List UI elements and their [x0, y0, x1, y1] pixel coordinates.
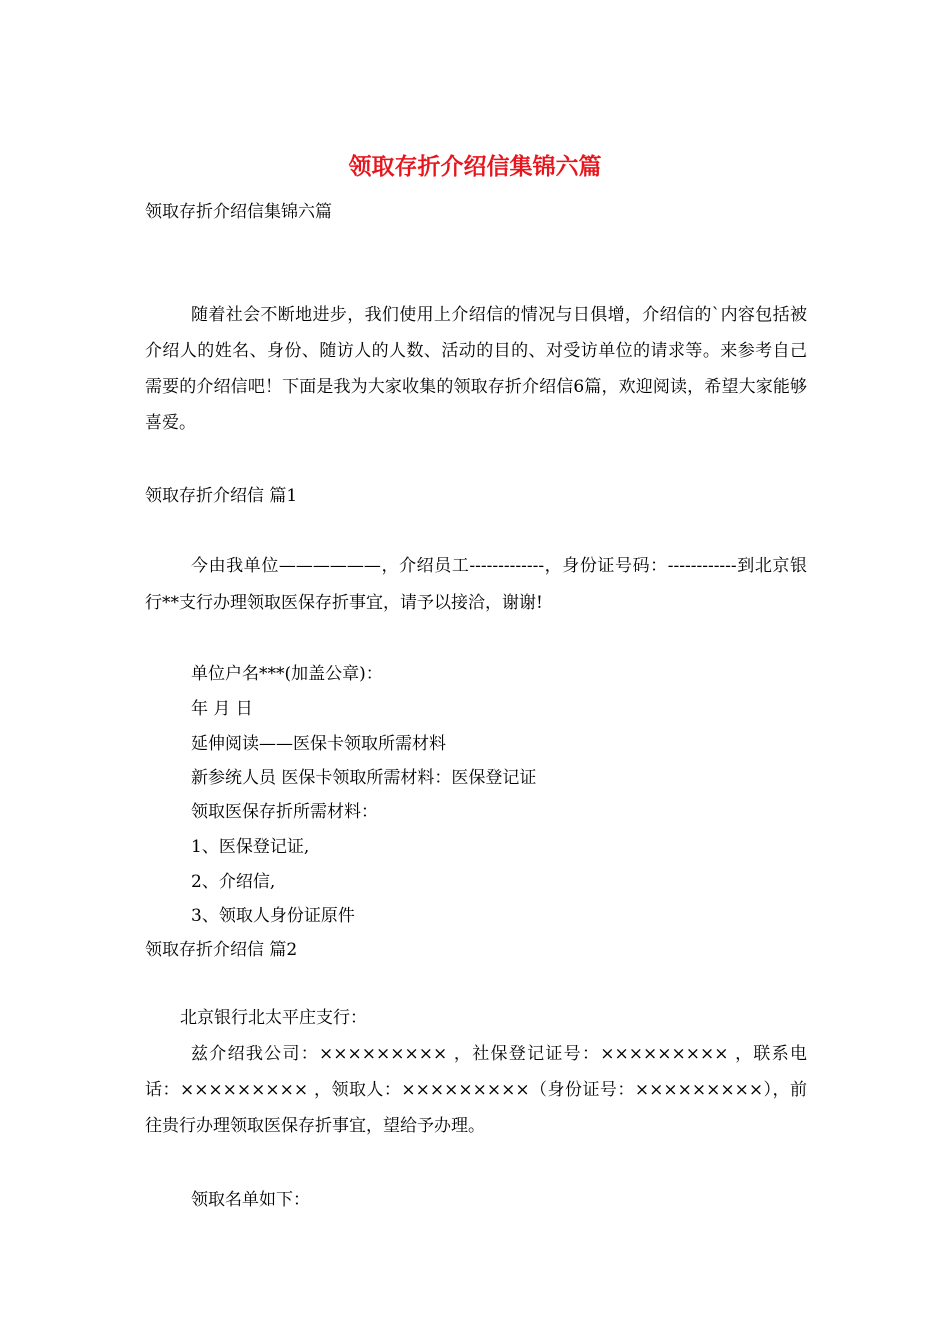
section1-line-4: 新参统人员 医保卡领取所需材料：医保登记证 — [191, 768, 537, 788]
section1-line-2: 年 月 日 — [191, 699, 253, 719]
intro-paragraph: 随着社会不断地进步，我们使用上介绍信的情况与日俱增，介绍信的`内容包括被介绍人的姓名、身份、随访人的人数、活动的目的、对受访单位的请求等。来参考自己需要的介绍信吧！下面是我为大家收集的领取存折介绍信6篇，欢迎阅读，希望大家能够喜爱。 — [145, 305, 807, 433]
section1-line-5: 领取医保存折所需材料： — [191, 802, 378, 822]
section1-line-6: 1、医保登记证, — [191, 837, 310, 857]
section1-line-8: 3、领取人身份证原件 — [191, 906, 355, 926]
section2-list-intro: 领取名单如下： — [191, 1190, 310, 1210]
section2-salutation: 北京银行北太平庄支行： — [180, 1008, 367, 1028]
section1-line-7: 2、介绍信, — [191, 872, 276, 892]
section1-line-1: 单位户名***(加盖公章)： — [191, 664, 383, 684]
document-subtitle: 领取存折介绍信集锦六篇 — [145, 202, 332, 222]
section1-line-3: 延伸阅读——医保卡领取所需材料 — [191, 734, 446, 754]
section2-heading: 领取存折介绍信 篇2 — [145, 940, 298, 960]
document-title: 领取存折介绍信集锦六篇 — [348, 153, 602, 180]
section1-heading: 领取存折介绍信 篇1 — [145, 486, 298, 506]
section1-body: 今由我单位——————，介绍员工-------------，身份证号码：------------到北京银行**支行办理领取医保存折事宜，请予以接洽，谢谢! — [145, 556, 807, 613]
section2-body: 兹介绍我公司：××××××××× ，社保登记证号：××××××××× ，联系电话：××××××××× ，领取人：×××××××××（身份证号：×××××××××），前往贵行办理领取医保存折事宜，望给予办理。 — [145, 1044, 807, 1136]
